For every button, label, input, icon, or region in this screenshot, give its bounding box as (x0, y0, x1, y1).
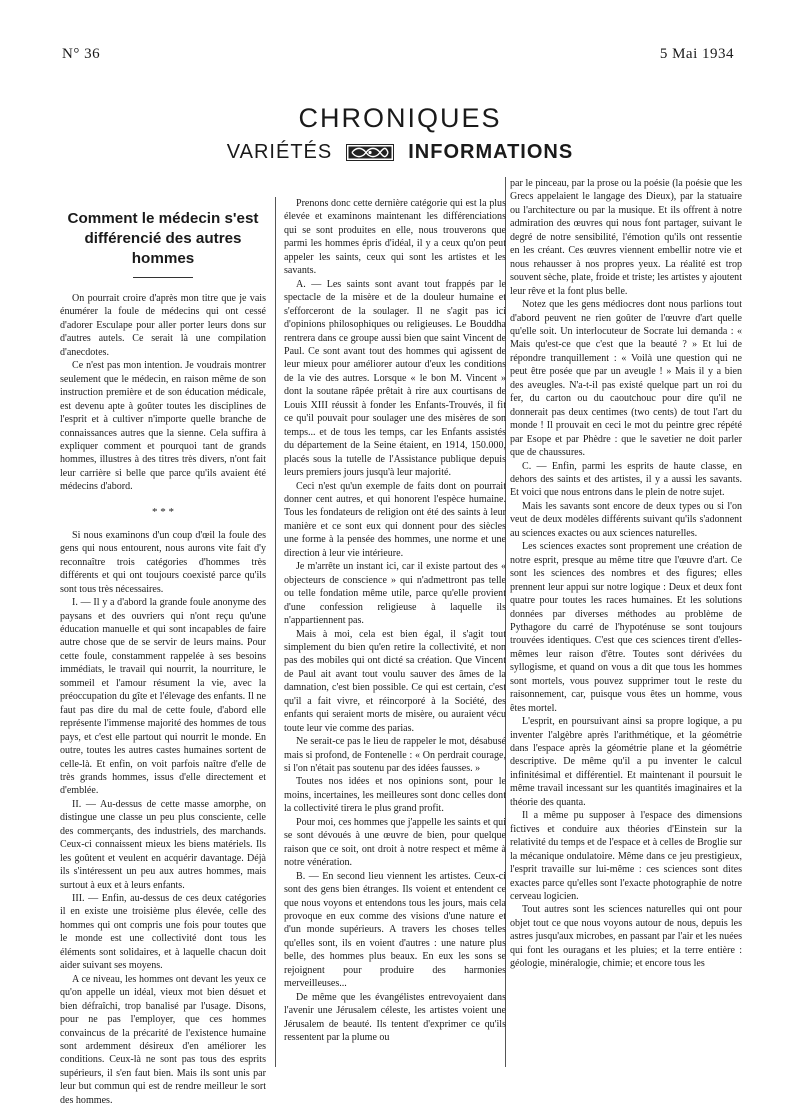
paragraph: Ce n'est pas mon intention. Je voudrais montrer seulement que le médecin, en raison même de son instruction première et de son éducation médicale, est devenu apte à goûter toutes les disciplines de l'esprit et à cultiver n'importe quelle branche de connaissances autres que la sienne. Cela suffira à expliquer comment et pourquoi tant de grands hommes, illustres à des titres très divers, n'ont fait leur carrière si belle que parce qu'ils avaient été médecins d'abord. (60, 360, 266, 493)
ornament-icon (346, 144, 394, 161)
paragraph: Notez que les gens médiocres dont nous parlions tout d'abord peuvent ne rien goûter de l'œuvre d'art quelle qu'elle soit. Un interlocuteur de Socrate lui demanda : « Mais qu'est-ce que c'est que la beauté ? » Et lui de répondre tranquillement : « Voilà une question qui ne peut être posée que par un aveugle ! » Mais il y a bien des aveugles. N'a-t-il pas existé quelque part un roi du fer, du carton ou du caoutchouc pour dire qu'il ne donnerait pas deux centimes (two cents) de tout l'art du monde ! Il prouvait en ceci le mot du peintre grec répété par Esope et par Phèdre : que le savetier ne doit parler que de chaussures. (510, 299, 742, 459)
paragraph: C. — Enfin, parmi les esprits de haute classe, en dehors des saints et des artistes, il y a aussi les savants. Et voici que nous entrons dans le plein de notre sujet. (510, 460, 742, 499)
column-divider-1 (275, 197, 276, 1067)
article-title: Comment le médecin s'est différencié des autres hommes (67, 210, 259, 267)
paragraph: A. — Les saints sont avant tout frappés par le spectacle de la misère et de la douleur humaine et s'efforceront de la soulager. Il ne s'agit pas ici d'opinions philosophiques ou religieuses. Le Bouddha rentrera dans ce groupe aussi bien que saint Vincent de Paul. Ce sont avant tout des hommes qui agissent de leur mieux pour améliorer autour d'eux les conditions de la vie des autres. Lorsque « le bon M. Vincent » dont la soutane râpée prêtait à rire aux courtisans de Louis XIII réussit à fonder les Enfants-Trouvés, il fit ce qu'il pouvait pour soulager une des misères de son temps... et de tous les temps, car les Enfants assistés du département de la Seine étaient, en 1914, 150.000, placés sous la tutelle de l'Assistance publique depuis leurs premiers jours jusqu'à leur majorité. (284, 278, 506, 479)
paragraph: Ceci n'est qu'un exemple de faits dont on pourrait donner cent autres, et qui honorent l'espèce humaine. Tous les fondateurs de religion ont été des saints à leur manière et ce sont eux qui donnent pour des siècles une forme à la pensée des hommes, une norme et une direction à leur vie intérieure. (284, 480, 506, 559)
masthead-right-word: INFORMATIONS (408, 141, 574, 163)
masthead-subtitle (0, 141, 800, 164)
paragraph: De même que les évangélistes entrevoyaient dans l'avenir une Jérusalem céleste, les artistes voient une Jérusalem de beauté. Ils tentent d'exprimer ce qu'ils ressentent par la plume ou (284, 991, 506, 1044)
paragraph: II. — Au-dessus de cette masse amorphe, on distingue une classe un peu plus consciente, celle des commerçants, des industriels, des marchands. Ceux-ci connaissent mieux les biens matériels. Ils les goûtent et veulent en acquérir davantage. Déjà ils s'intéressent un peu aux autres hommes, mais surtout à eux et à leurs enfants. (60, 798, 266, 891)
paragraph: I. — Il y a d'abord la grande foule anonyme des paysans et des ouvriers qui n'ont reçu qu'une éducation manuelle et qui sont incapables de faire autre chose que de se servir de leurs mains. Pour cette foule, constamment rappelée à ses besoins immédiats, le travail qui nourrit, la nourriture, le sommeil et l'amour résument la vie, avec la préoccupation du gîte et l'élevage des enfants. Il ne faut pas dire du mal de cette foule, d'abord elle représente l'immense majorité des hommes de tous pays, et c'est elle partout qui nourrit le monde. En outre, toutes les autres castes humaines sortent de celle-là. Et enfin, on voit parfois naître d'elle de très grands hommes, issus d'elle directement et d'emblée. (60, 597, 266, 797)
masthead-left-word: VARIÉTÉS (226, 141, 333, 163)
paragraph: Mais à moi, cela est bien égal, il s'agit tout simplement du bien qu'en retire la collectivité, et non pas des mobiles qui ont dicté sa création. Que Vincent de Paul ait avant tout voulu sauver des âmes de la damnation, c'est bien possible. Ce qui est certain, c'est qu'il a fait vivre, et réincorporé à la Société, des enfants qui seraient morts de misère, ou auraient vécu toute leur vie comme des parias. (284, 628, 506, 734)
paragraph: B. — En second lieu viennent les artistes. Ceux-ci sont des gens bien étranges. Ils voient et entendent ce que nous voyons et entendons tous les jours, mais cela provoque en eux comme des visions d'une nature et d'un monde supérieurs. A travers les choses telles qu'elles sont, ils en voient d'autres : une nature plus belle, des hommes plus beaux. En eux les sons se rejoignent pour produire des harmonies merveilleuses... (284, 870, 506, 990)
paragraph: Mais les savants sont encore de deux types ou si l'on veut de deux modèles différents suivant qu'ils s'adonnent au sciences exactes ou aux sciences naturelles. (510, 500, 742, 539)
article-column-3 (510, 177, 742, 1057)
paragraph: Toutes nos idées et nos opinions sont, pour le moins, incertaines, les meilleures sont donc celles dont la collectivité tirera le plus grand profit. (284, 776, 506, 815)
paragraph: Tout autres sont les sciences naturelles qui ont pour objet tout ce que nous voyons autour de nous, depuis les astres jusqu'aux microbes, en passant par l'air et les nuées qui font les ouragans et les pluies; et la terre entière : géologie, minéralogie, chimie; et encore tous les (510, 904, 742, 970)
paragraph: III. — Enfin, au-dessus de ces deux catégories il en existe une troisième plus élevée, celle des hommes qui ont compris une fois pour toutes que le monde est une collectivité dont tous les éléments sont solidaires, et à laquelle chacun doit aider suivant ses moyens. (60, 893, 266, 972)
paragraph: Ne serait-ce pas le lieu de rappeler le mot, désabusé mais si profond, de Fontenelle : « On perdrait courage, si l'on n'était pas soutenu par des idées fausses. » (284, 736, 506, 775)
paragraph: L'esprit, en poursuivant ainsi sa propre logique, a pu inventer l'algèbre après l'arithmétique, et la géométrie dans l'espace après la géométrie plane et la géométrie descriptive. De même qu'il a pu inventer le calcul infinitésimal et différentiel. Et maintenant il poursuit le même travail incessant sur les quantités imaginaires et la théorie des quanta. (510, 716, 742, 808)
paragraph: Prenons donc cette dernière catégorie qui est la plus élevée et examinons maintenant les différenciations qui se sont produites en elle, nous trouverons que parmi les hommes épris d'idéal, il y a ceux qu'on peut appeler les saints, ceux qui sont les artistes et les savants. (284, 198, 506, 277)
intro-section (60, 292, 266, 494)
article-column-1 (60, 193, 266, 1106)
paragraph: Les sciences exactes sont proprement une création de notre esprit, presque au même titre que l'œuvre d'art. Ce sont les sciences des nombres et des figures; elles prennent leur appui sur notre logique : Deux et deux font quatre pour toutes les races humaines. Et les solutions données par diverses méthodes au problème de Pythagore du carré de l'hypoténuse se sont toujours trouvées identiques. C'est que ces sciences tirent d'elles-mêmes leur raison d'être. Toutes sont dérivées du syllogisme, et quand on vous a dit que tous les hommes sont mortels, vous pouvez supprimer tout le reste du raisonnement, car, puisque vous êtes un homme, vous êtes mortel. (510, 541, 742, 714)
paragraph: Je m'arrête un instant ici, car il existe partout des « objecteurs de conscience » qui n'admettront pas telle ou telle fondation même utile, parce qu'elle provient d'une confession religieuse à laquelle ils n'appartiennent pas. (284, 561, 506, 627)
paragraph: Pour moi, ces hommes que j'appelle les saints et qui se sont dévoués à une œuvre de bien, pour quelque raison que ce soit, ont droit à notre respect et même à notre vénération. (284, 816, 506, 869)
masthead-title: CHRONIQUES (298, 103, 502, 133)
paragraph: Il a même pu supposer à l'espace des dimensions fictives et conduire aux théories d'Einstein sur la relativité du temps et de l'espace et à celles de Broglie sur la mécanique ondulatoire. Même dans ce jeu prestigieux, l'esprit travaille sur lui-même : ces sciences sont dites exactes parce qu'elles sont l'exacte photographie de notre cerveau logicien. (510, 810, 742, 903)
title-rule (133, 277, 193, 278)
main-section (60, 529, 266, 1107)
issue-date: 5 Mai 1934 (659, 46, 734, 62)
paragraph: On pourrait croire d'après mon titre que je vais énumérer la foule de médecins qui ont cessé d'adorer Esculape pour aller porter leurs dons sur d'autres autels. Ce serait là une compilation d'anecdotes. (60, 293, 266, 358)
article-column-2 (284, 197, 506, 1077)
paragraph: par le pinceau, par la prose ou la poésie (la poésie que les Grecs appelaient le langage des Dieux), par la statuaire ou l'architecture ou par la musique. Et ils offrent à notre admiration des œuvres qui nous font partager, suivant le degré de notre sensibilité, l'émotion qu'ils ont ressentie en les créant. Ces œuvres viennent embellir notre vie et nous rehausser à nos propres yeux. La réalité est trop souvent sèche, plate, froide et triste; les artistes y ajoutent leur rêve et la font plus belle. (510, 178, 742, 297)
issue-number: N° 36 (62, 46, 101, 62)
paragraph: A ce niveau, les hommes ont devant les yeux ce qu'on appelle un idéal, vieux mot bien désuet et bien défraîchi, trop banalisé par l'usage. Disons, pour ne pas l'employer, que ces hommes convaincus de la précarité de l'existence humaine sont ardemment désireux d'en améliorer les conditions. Ceux-là ne sont pas tous des esprits supérieurs, il s'en faut bien. Mais ils sont unis par leur but commun qui est de rendre meilleur le sort des hommes. (60, 973, 266, 1106)
paragraph: Si nous examinons d'un coup d'œil la foule des gens qui nous entourent, nous aurons vite fait d'y reconnaître trois catégories d'hommes très différents et qui ont toujours coexisté parce qu'ils sont tous très nécessaires. (60, 529, 266, 595)
section-separator: * * * (152, 505, 174, 518)
